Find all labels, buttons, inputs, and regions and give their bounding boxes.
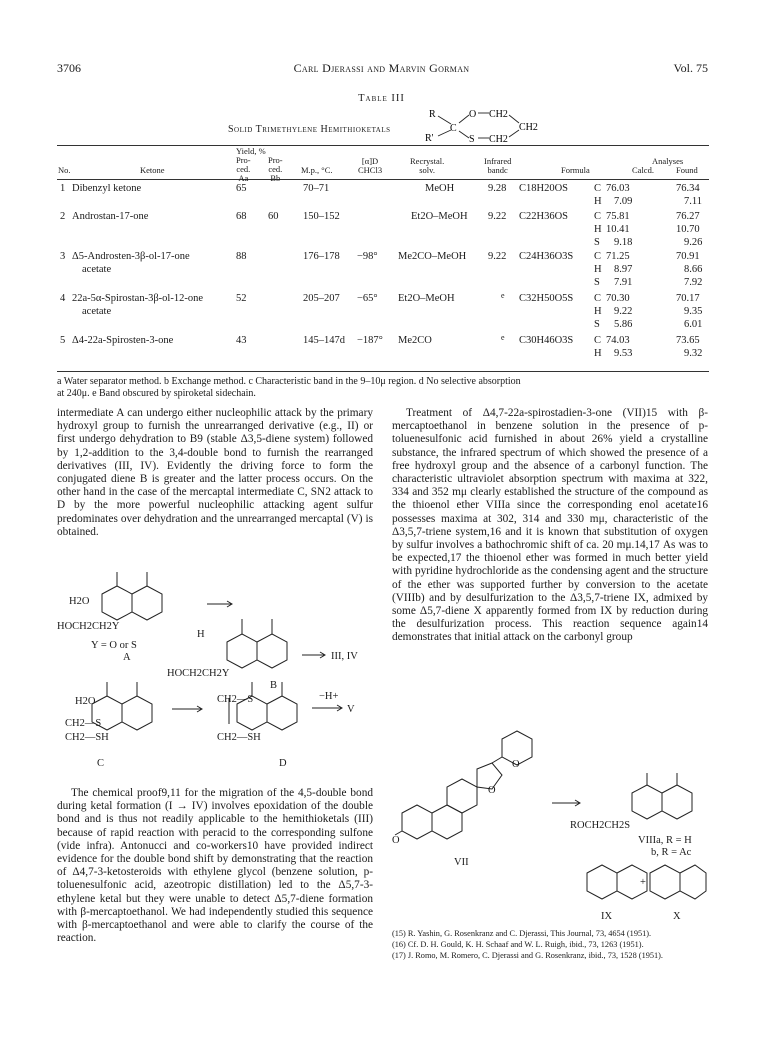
scheme-h2o-plus: H2O	[69, 596, 90, 607]
th-calcd: Calcd.	[632, 165, 654, 175]
row1-anal-el: C	[594, 183, 602, 194]
row4-anal-el: C	[594, 293, 602, 304]
page-number: 3706	[57, 61, 81, 75]
th-proc-a: Pro- ced. Aa	[236, 155, 251, 183]
row1-formula: C18H20OS	[519, 183, 569, 194]
row2-ketone: Androstan-17-one	[72, 211, 149, 222]
row4-rotation: −65°	[357, 293, 378, 304]
body-paragraph: Treatment of Δ4,7-22a-spirostadien-3-one (VII)15 with β-mercaptoethanol in benzene solution in the presence of p-toluenesulfonic acid furnished in about 26% yield a crystalline substance, the infrared spectrum of which showed the presence of a free hydroxyl group and the absence of a carbonyl function. The characteristic ultraviolet absorption spectrum with maxima at 322, 334 and 352 mμ clearly established the structure of the compound as the thioenol ether VIIIa since the corresponding enol acetate16 possesses maxima at 302, 314 and 330 mμ, characteristic of the Δ3,5,7-triene system,16 and it is known that substitution of oxygen by sulfur involves a bathochromic shift of ca. 20 mμ.14,17 As was to be expected,17 the thioenol ether was formed in much better yield with pyridine hydrochloride as the condensing agent and the structure of the ether was supported further by conversion to the acetate (VIIIb) and by desulfurization to the Δ3,5,7-triene IX, admixed by some Δ5,7-diene X apparently formed from IX by reduction during the desulfurization process. This reaction sequence again14 demonstrates that initial attack on the carbonyl group	[392, 407, 708, 644]
reaction-scheme-left	[57, 564, 373, 782]
row5-solvent: Me2CO	[398, 335, 432, 346]
th-formula: Formula	[561, 165, 590, 175]
scheme-hoch2ch2y-b: HOCH2CH2Y	[167, 668, 230, 679]
row1-anal-calc: 7.09	[614, 196, 633, 207]
row3-yield-a: 88	[236, 251, 247, 262]
table-footnote: a Water separator method. b Exchange method. c Characteristic band in the 9–10μ region. d No selective absorption	[57, 376, 521, 387]
reference-16: (16) Cf. D. H. Gould, K. H. Schaaf and W. L. Ruigh, ibid., 73, 1263 (1951).	[392, 940, 644, 949]
row3-mp: 176–178	[303, 251, 340, 262]
row3-ir: 9.22	[488, 251, 507, 262]
row3-anal-found: 70.91	[676, 251, 700, 262]
row2-yield-b: 60	[268, 211, 279, 222]
row4-mp: 205–207	[303, 293, 340, 304]
row2-anal-calc: 10.41	[606, 224, 630, 235]
struct-ch2-top: CH2	[489, 109, 508, 120]
row5-anal-found: 9.32	[684, 348, 703, 359]
row1-anal-el: H	[594, 196, 602, 207]
left-column-para1	[57, 407, 373, 539]
row3-no: 3	[60, 251, 66, 262]
table-title: Table III	[358, 93, 405, 104]
row4-anal-found: 70.17	[676, 293, 700, 304]
struct-ch2-bottom: CH2	[489, 134, 508, 145]
scheme-label-x: X	[673, 911, 681, 922]
hemithioketal-structure	[425, 104, 565, 150]
row4-no: 4	[60, 293, 66, 304]
row2-anal-calc: 9.18	[614, 237, 633, 248]
row4-ketone: 22a-5α-Spirostan-3β-ol-12-one	[72, 293, 203, 304]
scheme-product-iii-iv: III, IV	[331, 651, 358, 662]
scheme-label-a: A	[123, 652, 131, 663]
row5-formula: C30H46O3S	[519, 335, 574, 346]
scheme-label-ix: IX	[601, 911, 613, 922]
row5-anal-found: 73.65	[676, 335, 700, 346]
row4-anal-el: H	[594, 306, 602, 317]
scheme-h2o-c: H2O	[75, 696, 96, 707]
reference-15: (15) R. Yashin, G. Rosenkranz and C. Djerassi, This Journal, 73, 4654 (1951).	[392, 929, 652, 938]
row2-solvent: Et2O–MeOH	[411, 211, 468, 222]
running-authors: Carl Djerassi and Marvin Gorman	[293, 61, 470, 75]
scheme-ch2-s-d: CH2—S	[217, 694, 254, 705]
scheme-ch2-sh-d: CH2—SH	[217, 732, 261, 743]
th-proc-b: Pro- ced. Bb	[268, 155, 283, 183]
row5-anal-el: C	[594, 335, 602, 346]
row5-rotation: −187°	[357, 335, 383, 346]
table-bottom-rule	[57, 371, 709, 372]
struct-c: C	[450, 123, 457, 134]
scheme-ch2-sh: CH2—SH	[65, 732, 109, 743]
scheme-label-c: C	[97, 758, 105, 769]
row1-mp: 70–71	[303, 183, 330, 194]
row5-anal-calc: 74.03	[606, 335, 630, 346]
volume-label: Vol. 75	[673, 61, 708, 75]
row2-anal-calc: 75.81	[606, 211, 630, 222]
row3-anal-found: 7.92	[684, 277, 703, 288]
row5-ir: e	[501, 333, 505, 342]
left-column-para2	[57, 787, 373, 945]
row4-anal-calc: 5.86	[614, 319, 633, 330]
row3-anal-el: C	[594, 251, 602, 262]
table-footnote: at 240μ. e Band obscured by spiroketal sidechain.	[57, 388, 256, 399]
table-header-rule	[57, 179, 709, 180]
row3-anal-calc: 71.25	[606, 251, 630, 262]
reaction-scheme-right	[392, 693, 708, 925]
row5-no: 5	[60, 335, 66, 346]
row3-solvent: Me2CO–MeOH	[398, 251, 467, 262]
struct-o: O	[469, 109, 477, 120]
row5-anal-el: H	[594, 348, 602, 359]
row4-solvent: Et2O–MeOH	[398, 293, 455, 304]
scheme-label-vii: VII	[454, 857, 469, 868]
scheme-o-ketone: O	[488, 785, 496, 796]
th-yield: Yield, %	[236, 146, 266, 156]
struct-r2: R'	[425, 133, 434, 144]
row1-solvent: MeOH	[425, 183, 455, 194]
references	[392, 929, 708, 962]
row1-ir: 9.28	[488, 183, 507, 194]
row5-anal-calc: 9.53	[614, 348, 633, 359]
row4-anal-calc: 70.30	[606, 293, 630, 304]
row3-ketone: Δ5-Androsten-3β-ol-17-one	[72, 251, 190, 262]
row2-anal-el: C	[594, 211, 602, 222]
row4-yield-a: 52	[236, 293, 247, 304]
row3-ketone-cont: acetate	[82, 264, 112, 275]
row5-mp: 145–147d	[303, 335, 345, 346]
row1-ketone: Dibenzyl ketone	[72, 183, 142, 194]
row2-anal-found: 10.70	[676, 224, 700, 235]
scheme-label-d: D	[279, 758, 287, 769]
scheme-minus-h-plus: −H+	[319, 691, 339, 702]
scheme-roch2ch2s: ROCH2CH2S	[570, 820, 631, 831]
struct-s: S	[469, 134, 475, 145]
scheme-h-label: H	[197, 629, 205, 640]
scheme-viiia: VIIIa, R = H	[638, 835, 692, 846]
row1-no: 1	[60, 183, 66, 194]
th-found: Found	[676, 165, 698, 175]
th-solvent: Recrystal. solv.	[410, 156, 445, 175]
row4-anal-found: 9.35	[684, 306, 703, 317]
row3-anal-el: H	[594, 264, 602, 275]
row5-yield-a: 43	[236, 335, 247, 346]
row3-anal-calc: 8.97	[614, 264, 633, 275]
table-top-rule	[57, 145, 709, 146]
row2-anal-found: 76.27	[676, 211, 700, 222]
th-no: No.	[58, 165, 71, 175]
scheme-hoch2ch2y: HOCH2CH2Y	[57, 621, 120, 632]
row2-formula: C22H36OS	[519, 211, 569, 222]
th-infrared: Infrared bandc	[484, 156, 512, 175]
right-column-para1	[392, 407, 708, 645]
row5-ketone: Δ4-22a-Spirosten-3-one	[72, 335, 174, 346]
th-analyses: Analyses	[652, 156, 684, 166]
row2-yield-a: 68	[236, 211, 247, 222]
th-rotation: [α]D CHCl3	[358, 156, 383, 175]
scheme-label-b: B	[270, 680, 278, 691]
body-paragraph: The chemical proof9,11 for the migration of the 4,5-double bond during ketal formation (I → IV) involves epoxidation of the double bond and is thus not readily applicable to the hemithioketals (III) because of rapid reaction with peracid to the corresponding sulfone (vide infra). Antonucci and co-workers10 have provided indirect evidence for the double bond shift by demonstrating that the reaction of Δ4,7-3-ketosteroids with ethylene glycol (benzene solution, p-toluenesulfonic acid, azeotropic distillation) led to the Δ5,7-3-ethylene ketal but they were unable to detect Δ5,7-diene formation with β-mercaptoethanol. We had independently studied this sequence with β-mercaptoethanol and were able to clarify the course of the reaction.	[57, 787, 373, 945]
scheme-plus: +	[640, 877, 646, 888]
row4-anal-el: S	[594, 319, 600, 330]
scheme-o-ring: O	[512, 759, 520, 770]
reference-17: (17) J. Romo, M. Romero, C. Djerassi and G. Rosenkranz, ibid., 73, 1528 (1951).	[392, 951, 664, 960]
row2-no: 2	[60, 211, 66, 222]
row4-ketone-cont: acetate	[82, 306, 112, 317]
table-caption: Solid Trimethylene Hemithioketals	[228, 124, 391, 135]
body-paragraph: intermediate A can undergo either nucleophilic attack by the primary hydroxyl group to furnish the unrearranged derivative (e.g., II) or first undergo dehydration to B9 (stable Δ3,5-diene system) followed by 1,2-addition to the 3,4-double bond to furnish the rearranged derivatives (III, IV). Evidently the driving force to form the conjugated diene B is greater and the latter process occurs. On the other hand in the case of the mercaptal intermediate C, SN2 attack to D by the more powerful nucleophilic attacking agent sulfur predominates over dehydration and the unrearranged mercaptal (V) is obtained.	[57, 407, 373, 538]
row3-rotation: −98°	[357, 251, 378, 262]
row2-mp: 150–152	[303, 211, 340, 222]
row3-formula: C24H36O3S	[519, 251, 574, 262]
scheme-ch2-s: CH2—S	[65, 718, 102, 729]
row3-anal-found: 8.66	[684, 264, 703, 275]
th-mp: M.p., °C.	[301, 165, 333, 175]
row4-anal-calc: 9.22	[614, 306, 633, 317]
row3-anal-calc: 7.91	[614, 277, 633, 288]
row4-ir: e	[501, 291, 505, 300]
row3-anal-el: S	[594, 277, 600, 288]
struct-ch2-right: CH2	[519, 122, 538, 133]
row2-anal-found: 9.26	[684, 237, 703, 248]
row1-yield-a: 65	[236, 183, 247, 194]
scheme-o-steroid: O	[392, 835, 400, 846]
row2-anal-el: H	[594, 224, 602, 235]
struct-r1: R	[429, 109, 436, 120]
row4-anal-found: 6.01	[684, 319, 703, 330]
scheme-y-definition: Y = O or S	[91, 640, 137, 651]
row4-formula: C32H50O5S	[519, 293, 574, 304]
row1-anal-found: 7.11	[684, 196, 702, 207]
scheme-product-v: V	[347, 704, 355, 715]
row1-anal-calc: 76.03	[606, 183, 630, 194]
scheme-viiib: b, R = Ac	[651, 847, 692, 858]
row2-anal-el: S	[594, 237, 600, 248]
th-ketone: Ketone	[140, 165, 165, 175]
row2-ir: 9.22	[488, 211, 507, 222]
row1-anal-found: 76.34	[676, 183, 700, 194]
